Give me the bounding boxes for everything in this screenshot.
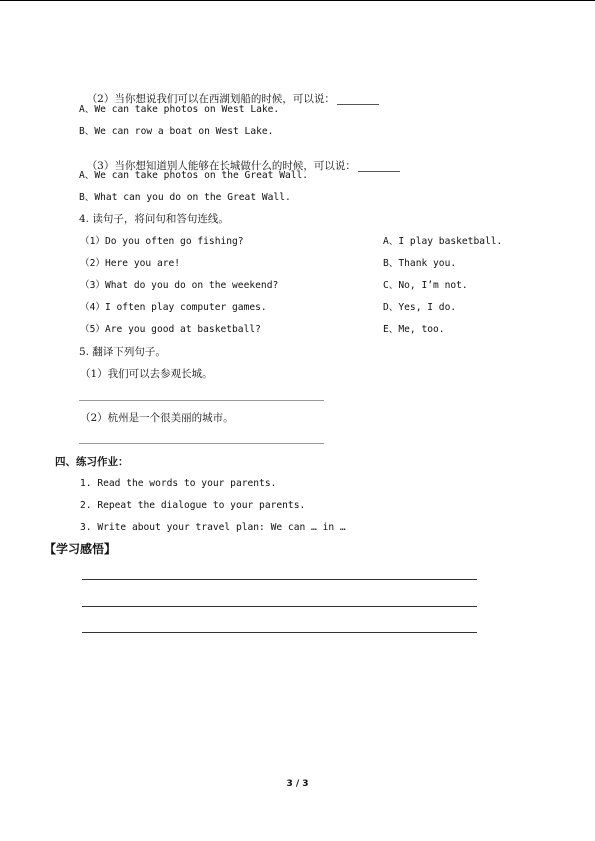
page-number: 3 / 3 xyxy=(286,779,309,789)
homework-section-title: 四、练习作业： xyxy=(55,456,129,468)
matching-question-5: （5）Are you good at basketball? xyxy=(80,324,261,335)
translation-sentence-1: （1）我们可以去参观长城。 xyxy=(80,368,213,380)
matching-answer-b: B、Thank you. xyxy=(383,258,457,269)
q2-prompt-text: （2）当你想说我们可以在西湖划船的时候，可以说： xyxy=(86,93,335,105)
reflection-line-3[interactable] xyxy=(82,632,477,633)
homework-item-1: 1. Read the words to your parents. xyxy=(80,478,277,489)
translation-title: 5. 翻译下列句子。 xyxy=(79,346,166,358)
reflection-line-1[interactable] xyxy=(82,579,477,580)
matching-answer-c: C、No, I’m not. xyxy=(383,280,468,291)
translation-answer-line-2[interactable] xyxy=(79,443,324,444)
matching-title: 4. 读句子，将问句和答句连线。 xyxy=(79,213,229,225)
q3-option-b: B、What can you do on the Great Wall. xyxy=(79,192,291,203)
matching-answer-e: E、Me, too. xyxy=(383,324,445,335)
matching-answer-a: A、I play basketball. xyxy=(383,236,503,247)
q3-prompt-text: （3）当你想知道别人能够在长城做什么的时候，可以说： xyxy=(86,160,356,172)
q2-answer-blank[interactable] xyxy=(337,94,379,105)
reflection-title: 【学习感悟】 xyxy=(44,542,117,556)
translation-sentence-2: （2）杭州是一个很美丽的城市。 xyxy=(80,412,234,424)
reflection-line-2[interactable] xyxy=(82,606,477,607)
q2-prompt xyxy=(80,81,379,105)
homework-item-3: 3. Write about your travel plan: We can … in … xyxy=(80,522,346,533)
matching-question-1: （1）Do you often go fishing? xyxy=(80,236,244,247)
matching-answer-d: D、Yes, I do. xyxy=(383,302,457,313)
matching-question-4: （4）I often play computer games. xyxy=(80,302,267,313)
q3-answer-blank[interactable] xyxy=(358,161,400,172)
q2-option-b: B、We can row a boat on West Lake. xyxy=(79,126,274,137)
matching-question-3: （3）What do you do on the weekend? xyxy=(80,280,279,291)
translation-answer-line-1[interactable] xyxy=(79,400,324,401)
q2-option-a: A、We can take photos on West Lake. xyxy=(79,104,280,115)
q3-prompt xyxy=(80,148,400,172)
homework-item-2: 2. Repeat the dialogue to your parents. xyxy=(80,500,306,511)
page-top-border xyxy=(0,0,595,1)
matching-question-2: （2）Here you are! xyxy=(80,258,181,269)
q3-option-a: A、We can take photos on the Great Wall. xyxy=(79,170,309,181)
